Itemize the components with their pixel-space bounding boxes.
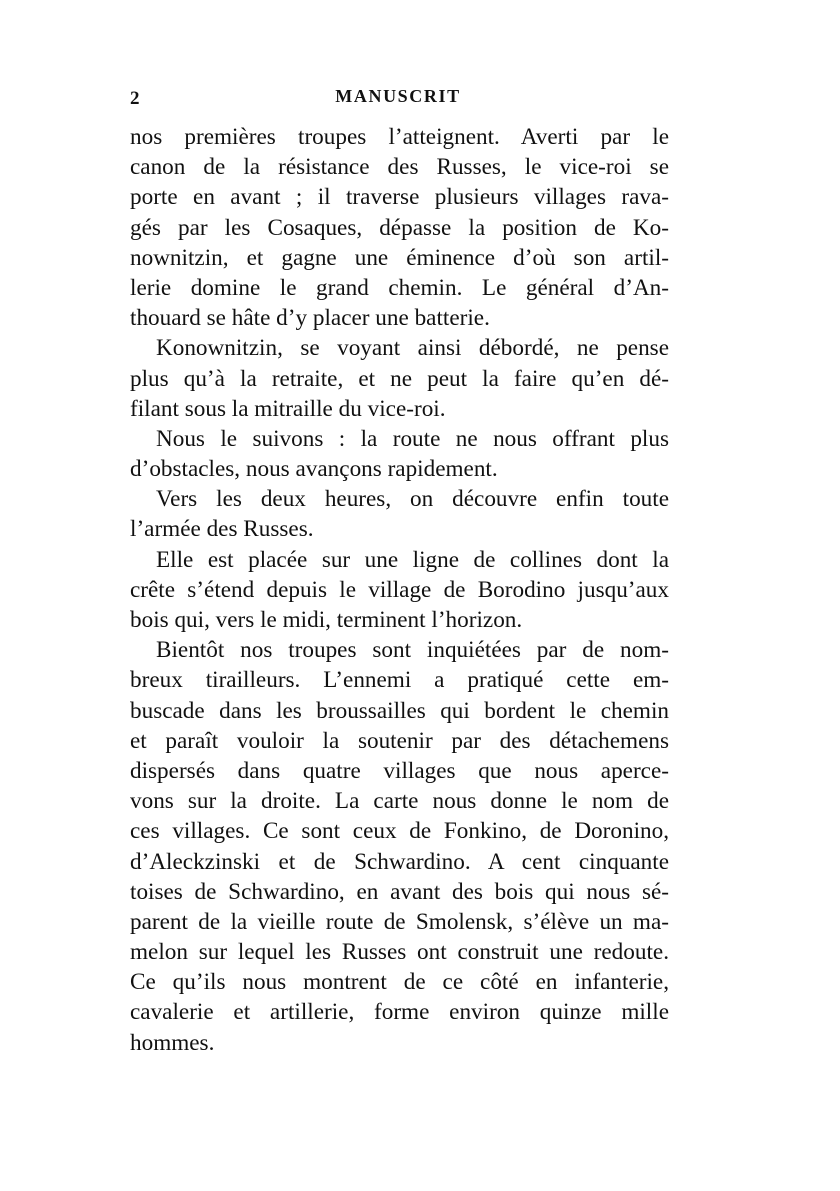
text-line: et paraît vouloir la soutenir par des détachemens	[130, 727, 669, 754]
text-line: Bientôt nos troupes sont inquiétées par de nom-	[156, 637, 669, 664]
text-line: d’obstacles, nous avançons rapidement.	[130, 456, 498, 483]
text-line: bois qui, vers le midi, terminent l’horizon.	[130, 607, 523, 633]
text-line: Nous le suivons : la route ne nous offrant plus	[156, 425, 669, 452]
text-line: dispersés dans quatre villages que nous aperce-	[130, 757, 669, 784]
text-line: Vers les deux heures, on découvre enfin toute	[156, 486, 669, 513]
text-line: breux tirailleurs. L’ennemi a pratiqué cette em-	[130, 667, 669, 694]
text-line: Ce qu’ils nous montrent de ce côté en infanterie,	[130, 969, 669, 996]
text-line: Elle est placée sur une ligne de collines dont la	[156, 546, 669, 573]
text-line: nownitzin, et gagne une éminence d’où son artil-	[130, 244, 669, 271]
text-line: melon sur lequel les Russes ont construit une redoute.	[130, 939, 669, 966]
text-line: d’Aleckzinski et de Schwardino. A cent cinquante	[130, 848, 669, 875]
text-line: cavalerie et artillerie, forme environ quinze mille	[130, 999, 669, 1026]
text-line: thouard se hâte d’y placer une batterie.	[130, 305, 490, 332]
text-line: buscade dans les broussailles qui bordent le chemin	[130, 697, 669, 724]
text-line: nos premières troupes l’atteignent. Averti par le	[130, 124, 669, 150]
page-number: 2	[130, 88, 140, 109]
text-line: gés par les Cosaques, dépasse la position de Ko-	[130, 214, 669, 241]
text-line: hommes.	[130, 1029, 215, 1056]
page-title: MANUSCRIT	[335, 86, 461, 106]
text-line: ces villages. Ce sont ceux de Fonkino, de Doronino,	[130, 818, 669, 845]
text-line: l’armée des Russes.	[130, 516, 314, 543]
running-head	[128, 86, 668, 112]
text-line: vons sur la droite. La carte nous donne le nom de	[130, 788, 669, 815]
text-line: toises de Schwardino, en avant des bois qui nous sé-	[130, 878, 669, 905]
text-line: Konownitzin, se voyant ainsi débordé, ne pense	[156, 335, 669, 362]
text-line: plus qu’à la retraite, et ne peut la faire qu’en dé-	[130, 365, 669, 392]
text-line: porte en avant ; il traverse plusieurs villages rava-	[130, 184, 669, 211]
text-line: parent de la vieille route de Smolensk, s’élève un ma-	[130, 908, 669, 935]
text-line: lerie domine le grand chemin. Le général d’An-	[130, 274, 669, 301]
text-line: filant sous la mitraille du vice-roi.	[130, 395, 446, 422]
text-line: canon de la résistance des Russes, le vice-roi se	[130, 154, 669, 181]
text-line: crête s’étend depuis le village de Borodino jusqu’aux	[130, 576, 669, 603]
body-text	[130, 122, 669, 1058]
